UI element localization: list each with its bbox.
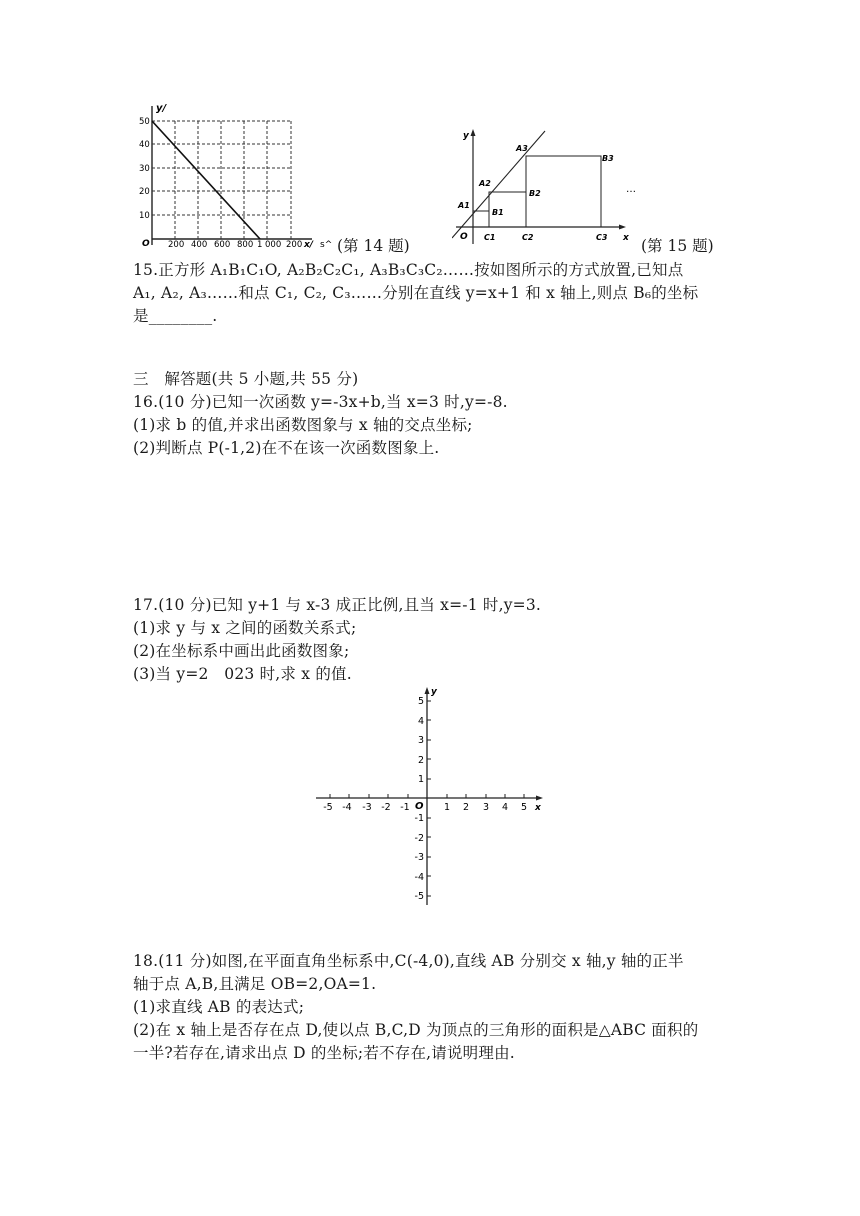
- fig14-origin: O: [142, 239, 150, 249]
- fig17-x-tick: -5: [323, 802, 333, 813]
- fig17-y-tick: 2: [417, 755, 424, 766]
- fig17-x-label: x: [535, 803, 541, 813]
- fig17-origin: O: [415, 801, 424, 812]
- q17-part-2: (2)在坐标系中画出此函数图象;: [133, 642, 350, 660]
- fig15-y-arrow: [471, 129, 476, 136]
- fig15-square-1: [473, 211, 489, 227]
- q15-line-2: A₁, A₂, A₃……和点 C₁, C₂, C₃……分别在直线 y=x+1 和 x 轴上,则点 B₆的坐标: [133, 284, 699, 302]
- fig14-y-tick: 50: [139, 117, 150, 127]
- fig14-y-tick: 20: [139, 187, 150, 197]
- fig17-x-tick: -4: [342, 802, 352, 813]
- fig17-x-tick: 4: [501, 802, 509, 813]
- fig15-ellipsis: …: [626, 184, 636, 195]
- fig15-x-arrow: [619, 225, 626, 230]
- fig14-y-label: y/: [156, 103, 167, 114]
- q18-line-2: 轴于点 A,B,且满足 OB=2,OA=1.: [133, 975, 377, 993]
- fig15-label-a3: A3: [516, 144, 528, 153]
- fig17-y-tick: -2: [414, 833, 424, 844]
- fig14-x-label: x/: [304, 240, 314, 250]
- q17-part-3: (3)当 y=2 023 时,求 x 的值.: [133, 665, 352, 683]
- q17-stem: 17.(10 分)已知 y+1 与 x-3 成正比例,且当 x=-1 时,y=3.: [133, 596, 542, 614]
- fig15-label-b1: B1: [492, 208, 504, 217]
- fig17-y-tick: 3: [417, 735, 424, 746]
- fig14-grid: [152, 121, 291, 239]
- fig15-label-b2: B2: [529, 189, 541, 198]
- fig14-y-tick: 10: [139, 211, 150, 221]
- fig15-label-a2: A2: [479, 179, 491, 188]
- fig17-x-tick: -3: [362, 802, 372, 813]
- fig17-y-tick: 1: [417, 774, 424, 785]
- q16-part-2: (2)判断点 P(-1,2)在不在该一次函数图象上.: [133, 439, 440, 457]
- fig17-x-tick: 3: [482, 802, 490, 813]
- fig15-x-label: x: [623, 233, 629, 243]
- fig17-x-arrow: [536, 796, 543, 801]
- fig15-label-c2: C2: [522, 233, 534, 242]
- fig14-x-tick: 600: [214, 240, 231, 250]
- fig14-y-tick: 40: [139, 140, 150, 150]
- fig17-y-tick: -1: [414, 813, 424, 824]
- q18-part-1: (1)求直线 AB 的表达式;: [133, 998, 305, 1016]
- fig17-y-label: y: [431, 687, 437, 697]
- fig14-x-tick: 000: [265, 240, 282, 250]
- fig14-y-tick: 30: [139, 164, 150, 174]
- q16-stem: 16.(10 分)已知一次函数 y=-3x+b,当 x=3 时,y=-8.: [133, 393, 508, 411]
- q15-line-1: 15.正方形 A₁B₁C₁O, A₂B₂C₂C₁, A₃B₃C₃C₂……按如图所示的方式放置,已知点: [133, 261, 684, 279]
- figure-17-coordinate-plane: [312, 684, 552, 909]
- figure-15-squares: [452, 126, 637, 250]
- q17-part-1: (1)求 y 与 x 之间的函数关系式;: [133, 619, 357, 637]
- fig17-y-tick: 5: [417, 696, 424, 707]
- fig17-x-tick: 2: [462, 802, 470, 813]
- fig17-x-tick: 5: [520, 802, 528, 813]
- fig17-x-tick: 1: [443, 802, 451, 813]
- fig15-label-b3: B3: [602, 154, 614, 163]
- fig15-label-a1: A1: [458, 201, 470, 210]
- section-3-heading: 三 解答题(共 5 小题,共 55 分): [133, 370, 359, 388]
- fig17-x-tick: -2: [381, 802, 391, 813]
- fig15-origin: O: [460, 232, 468, 242]
- fig15-label-c3: C3: [596, 233, 608, 242]
- fig17-x-tick: -1: [400, 802, 410, 813]
- figure-14-graph: [134, 100, 344, 252]
- fig14-x-tick: 800: [237, 240, 254, 250]
- fig15-y-label: y: [463, 131, 469, 141]
- fig17-y-tick: 4: [417, 716, 424, 727]
- fig15-line-y-eq-x-plus-1: [452, 131, 545, 238]
- fig17-y-tick: -5: [414, 891, 424, 902]
- fig14-caption: (第 14 题): [337, 237, 410, 255]
- fig17-y-tick: -4: [414, 872, 424, 883]
- fig14-x-tick: 1: [257, 240, 263, 250]
- q18-line-1: 18.(11 分)如图,在平面直角坐标系中,C(-4,0),直线 AB 分别交 x 轴,y 轴的正半: [133, 952, 684, 970]
- fig15-caption: (第 15 题): [641, 237, 714, 255]
- fig15-label-c1: C1: [484, 233, 496, 242]
- q16-part-1: (1)求 b 的值,并求出函数图象与 x 轴的交点坐标;: [133, 416, 473, 434]
- fig17-y-arrow: [425, 687, 430, 694]
- q18-part-2: (2)在 x 轴上是否存在点 D,使以点 B,C,D 为顶点的三角形的面积是△ABC 面积的: [133, 1021, 699, 1039]
- fig14-x-tick: 400: [191, 240, 208, 250]
- q15-line-3: 是________.: [133, 307, 218, 325]
- fig17-y-tick: -3: [414, 852, 424, 863]
- fig14-x-tick: 200: [168, 240, 185, 250]
- q18-part-3: 一半?若存在,请求出点 D 的坐标;若不存在,请说明理由.: [133, 1044, 515, 1062]
- fig14-trailing-text: s^: [320, 240, 333, 250]
- fig14-x-tick: 200: [286, 240, 303, 250]
